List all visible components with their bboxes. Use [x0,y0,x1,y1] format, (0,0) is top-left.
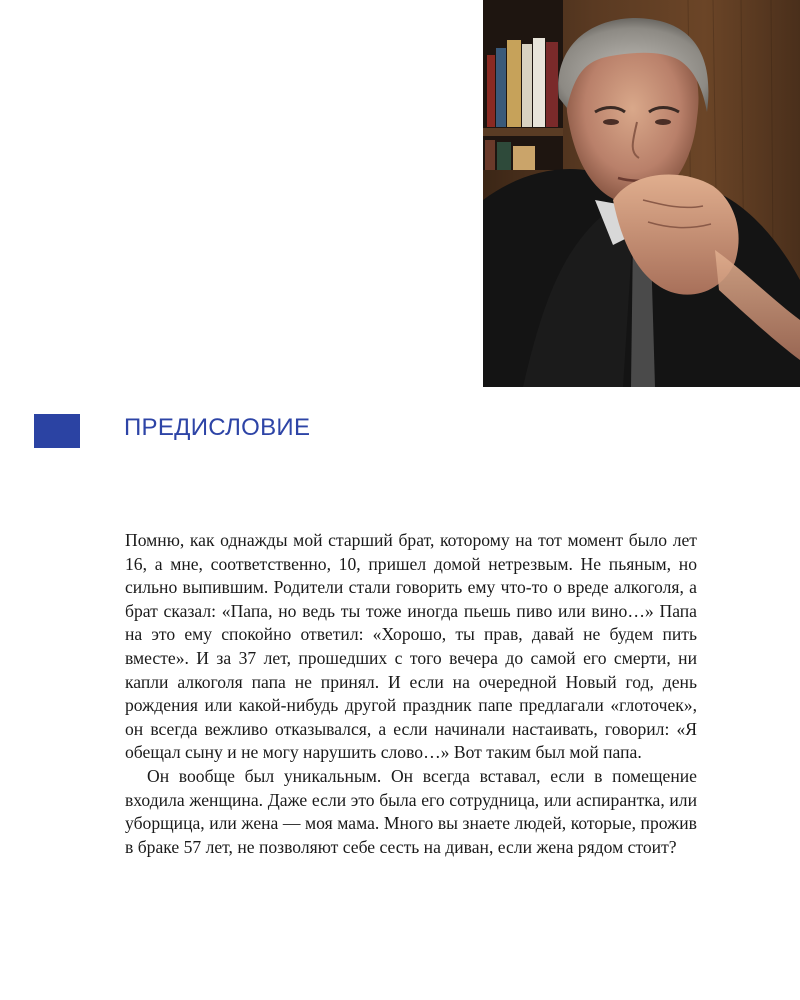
paragraph: Помню, как однажды мой старший брат, которому на тот момент было лет 16, а мне, соответственно, 10, пришел домой нетрезвым. Не пьяным, но сильно выпившим. Родители стали говорить ему что-то о вреде алкоголя, а брат сказал: «Папа, но ведь ты тоже иногда пьешь пиво или вино…» Папа на это ему спокойно ответил: «Хорошо, ты прав, давай не будем пить вместе». И за 37 лет, прошедших с того вечера до самой его смерти, ни капли алкоголя папа не принял. И если на очередной Новый год, день рождения или какой-нибудь другой праздник папе предлагали «глоточек», он всегда вежливо отказывался, а если начинали настаивать, говорил: «Я обещал сыну и не могу нарушить слово…» Вот таким был мой папа. [125,530,697,763]
portrait-image [483,0,800,387]
portrait-photo [483,0,800,387]
section-title: ПРЕДИСЛОВИЕ [124,414,311,441]
section-accent-block [34,414,80,448]
body-text [125,529,697,859]
paragraph: Он вообще был уникальным. Он всегда вставал, если в помещение входила женщина. Даже если это была его сотрудница, или аспирантка, или уборщица, или жена — моя мама. Много вы знаете людей, которые, прожив в браке 57 лет, не позволяют себе сесть на диван, если жена рядом стоит? [125,765,697,857]
